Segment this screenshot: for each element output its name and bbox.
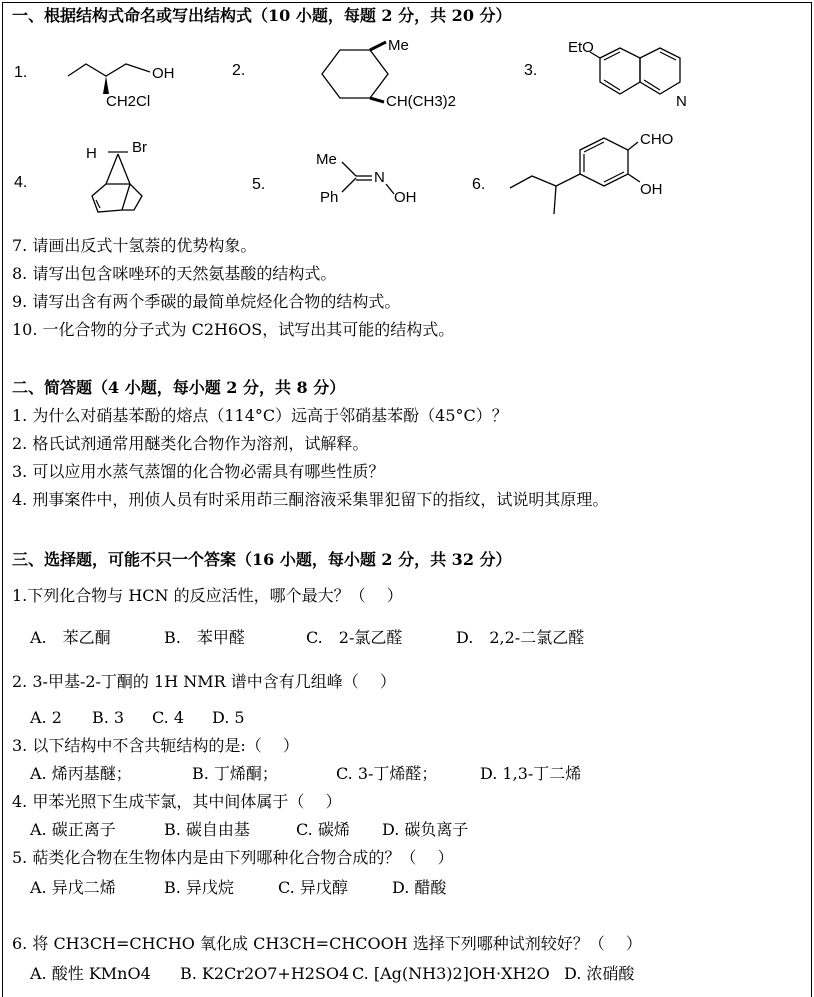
section2-heading: 二、简答题（4 小题，每小题 2 分，共 8 分） [12,378,346,397]
structure-5-label-n: N [374,169,385,186]
structure-3-drawing [564,38,724,113]
structure-5-label-ph: Ph [320,189,339,206]
s3-q3-option-c: C. 3-丁烯醛； [336,764,438,783]
s3-q6-option-b: B. K2Cr2O7+H2SO4 [180,964,350,983]
s1-question-8: 8. 请写出包含咪唑环的天然氨基酸的结构式。 [12,264,337,283]
s3-q6-option-c: C. [Ag(NH3)2]OH·XH2O [352,964,550,983]
structure-6-label-oh: OH [640,181,663,198]
s1-question-9: 9. 请写出含有两个季碳的最简单烷烃化合物的结构式。 [12,292,401,311]
structure-number-2: 2. [232,62,246,79]
structure-2-drawing [310,36,490,121]
structure-1-label-ch2cl: CH2Cl [106,93,151,110]
s3-q2-option-b: B. 3 [92,708,125,727]
s3-q4-option-d: D. 碳负离子 [382,820,469,839]
s3-q3-option-b: B. 丁烯酮； [192,764,278,783]
structure-2-label-ipr: CH(CH3)2 [386,93,457,110]
s3-question-4-stem: 4. 甲苯光照下生成苄氯，其中间体属于（ ） [12,792,342,811]
section1-heading: 一、根据结构式命名或写出结构式（10 小题，每题 2 分，共 20 分） [12,6,512,25]
structure-number-5: 5. [252,176,266,193]
s3-q1-option-d: D. 2,2-二氯乙醛 [456,628,585,647]
s3-q3-option-d: D. 1,3-丁二烯 [480,764,582,783]
structure-4-drawing [80,134,170,224]
structure-6-drawing [506,128,696,223]
structure-2-label-me: Me [388,37,409,54]
s3-q4-option-c: C. 碳烯 [296,820,350,839]
s3-q5-option-b: B. 异戊烷 [164,878,234,897]
structure-number-1: 1. [14,64,28,81]
structure-4-label-br: Br [132,139,147,156]
s3-q5-option-d: D. 醋酸 [392,878,447,897]
structure-5-label-me: Me [316,151,337,168]
s3-q2-option-d: D. 5 [212,708,245,727]
s3-q1-option-a: A. 苯乙酮 [30,628,111,647]
structure-1-drawing [60,48,200,113]
s3-q1-option-c: C. 2-氯乙醛 [306,628,403,647]
structure-6-label-cho: CHO [640,131,674,148]
s3-question-6-stem: 6. 将 CH3CH=CHCHO 氧化成 CH3CH=CHCOOH 选择下列哪种试剂较好？（ ） [12,934,642,953]
s3-q5-option-c: C. 异戊醇 [278,878,348,897]
s2-question-3: 3. 可以应用水蒸气蒸馏的化合物必需具有哪些性质？ [12,462,385,481]
section3-heading: 三、选择题，可能不只一个答案（16 小题，每小题 2 分，共 32 分） [12,550,512,569]
structure-4-label-h: H [86,145,97,162]
structure-number-6: 6. [472,176,486,193]
s3-q5-option-a: A. 异戊二烯 [30,878,116,897]
s3-q2-option-c: C. 4 [152,708,185,727]
s3-question-5-stem: 5. 萜类化合物在生物体内是由下列哪种化合物合成的？（ ） [12,848,454,867]
s1-question-10: 10. 一化合物的分子式为 C2H6OS，试写出其可能的结构式。 [12,320,455,339]
s3-q4-option-b: B. 碳自由基 [164,820,250,839]
structure-3-label-eto: EtO [568,39,594,56]
structure-number-4: 4. [14,174,28,191]
structure-number-3: 3. [524,62,538,79]
structure-5-drawing [310,148,430,208]
structure-1-label-oh: OH [152,65,175,82]
s3-q6-option-d: D. 浓硝酸 [564,964,635,983]
s3-q1-option-b: B. 苯甲醛 [164,628,245,647]
structure-3-label-n: N [676,93,687,110]
s3-q6-option-a: A. 酸性 KMnO4 [30,964,151,983]
s3-q2-option-a: A. 2 [30,708,62,727]
s3-question-2-stem: 2. 3-甲基-2-丁酮的 1H NMR 谱中含有几组峰（ ） [12,672,396,691]
s3-question-3-stem: 3. 以下结构中不含共轭结构的是:（ ） [12,736,299,755]
s2-question-4: 4. 刑事案件中，刑侦人员有时采用茚三酮溶液采集罪犯留下的指纹，试说明其原理。 [12,490,609,509]
structure-5-label-oh: OH [394,189,417,206]
s2-question-2: 2. 格氏试剂通常用醚类化合物作为溶剂，试解释。 [12,434,369,453]
s3-q4-option-a: A. 碳正离子 [30,820,116,839]
s2-question-1: 1. 为什么对硝基苯酚的熔点（114°C）远高于邻硝基苯酚（45°C）？ [12,406,508,425]
s3-question-1-stem: 1.下列化合物与 HCN 的反应活性，哪个最大？（ ） [12,586,403,605]
s1-question-7: 7. 请画出反式十氢萘的优势构象。 [12,236,257,255]
s3-q3-option-a: A. 烯丙基醚； [30,764,132,783]
